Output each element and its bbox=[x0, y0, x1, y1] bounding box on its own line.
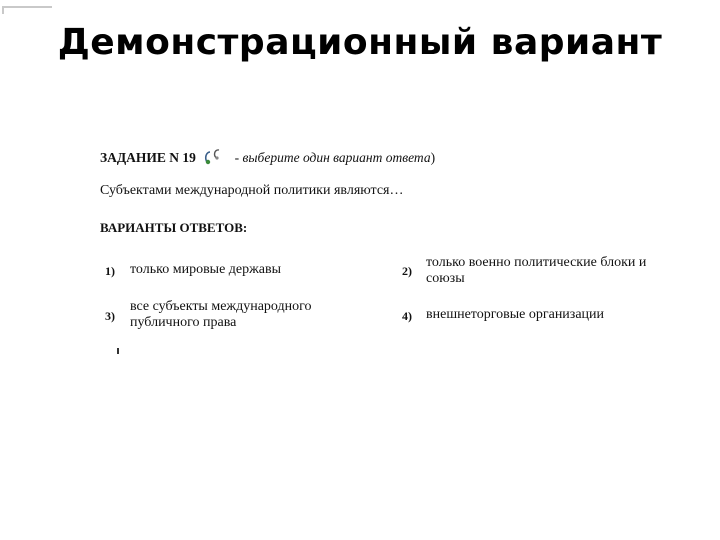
question-text: Субъектами международной политики являются… bbox=[100, 183, 404, 198]
option-1-text[interactable]: только мировые державы bbox=[130, 262, 282, 277]
single-choice-icon bbox=[201, 148, 227, 166]
option-4-number: 4) bbox=[402, 309, 412, 323]
option-2-number: 2) bbox=[402, 264, 412, 278]
cursor-mark bbox=[117, 348, 119, 354]
task-instruction-close: ) bbox=[430, 150, 436, 166]
answers-heading: ВАРИАНТЫ ОТВЕТОВ: bbox=[100, 220, 248, 235]
corner-mark bbox=[2, 6, 52, 14]
option-3-text[interactable]: все субъекты международного публичного права bbox=[130, 299, 312, 330]
task-label: ЗАДАНИЕ N 19 bbox=[100, 150, 196, 166]
option-4-text[interactable]: внешнеторговые организации bbox=[426, 307, 605, 322]
slide-title: Демонстрационный вариант bbox=[57, 22, 663, 63]
option-1-number: 1) bbox=[105, 264, 115, 278]
option-3-number: 3) bbox=[105, 309, 115, 323]
task-instruction: - выберите один вариант ответа bbox=[234, 150, 431, 166]
option-2-text[interactable]: только военно политические блоки и союзы bbox=[426, 255, 647, 286]
task-line bbox=[100, 150, 435, 168]
